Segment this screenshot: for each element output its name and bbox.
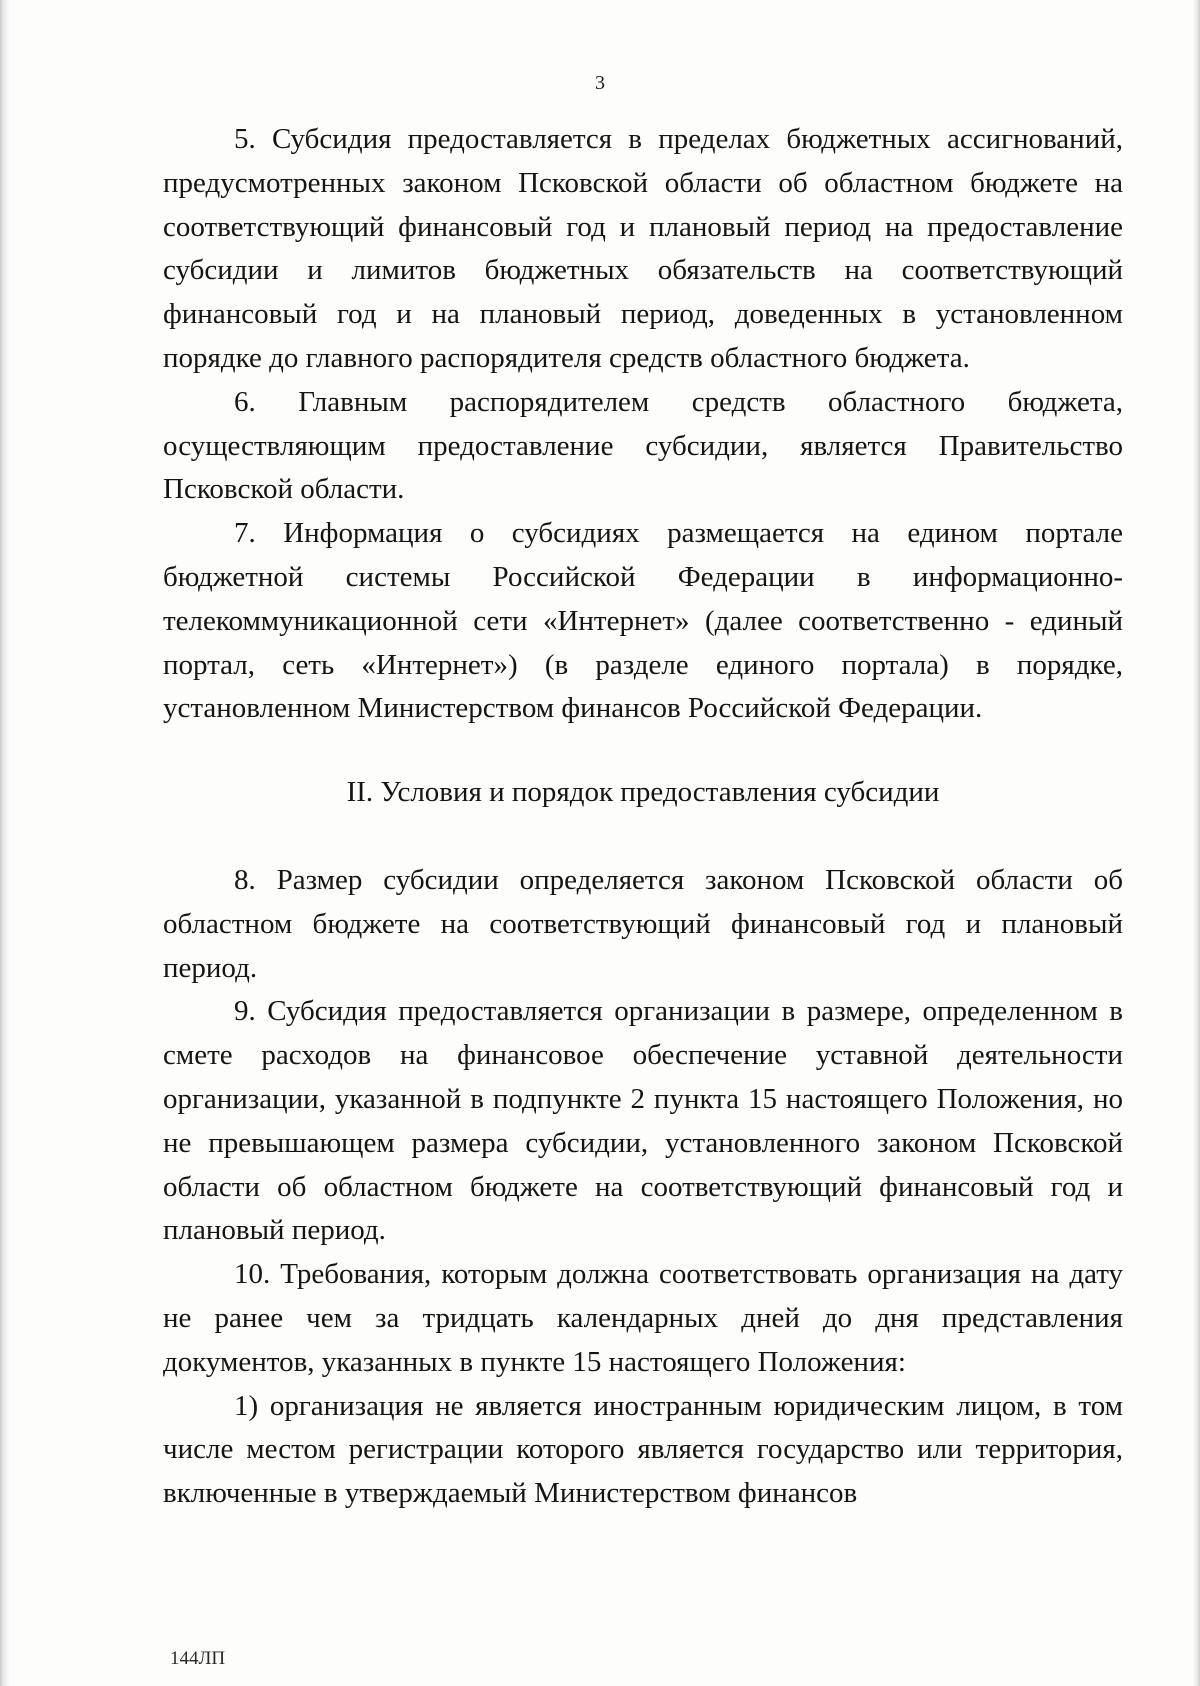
document-code: 144ЛП	[170, 1648, 226, 1669]
paragraph-6: 6. Главным распорядителем средств областного бюджета, осуществляющим предоставление субсидии, является Правительство Псковской области.	[163, 385, 1123, 506]
document-body	[163, 118, 1123, 1516]
paragraph-8: 8. Размер субсидии определяется законом Псковской области об областном бюджете на соответствующий финансовый год и плановый период.	[163, 863, 1123, 984]
section-heading: II. Условия и порядок предоставления субсидии	[346, 776, 940, 809]
scan-edge-left	[0, 0, 10, 1686]
scan-edge-right	[1192, 0, 1200, 1686]
subitem-1: 1) организация не является иностранным юридическим лицом, в том числе местом регистрации которого является государство или территория, включенные в утверждаемый Министерством финансов	[163, 1389, 1123, 1510]
paragraph-5: 5. Субсидия предоставляется в пределах бюджетных ассигнований, предусмотренных законом Псковской области об областном бюджете на соответствующий финансовый год и плановый период на предоставление субсидии и лимитов бюджетных обязательств на соответствующий финансовый год и на плановый период, доведенных в установленном порядке до главного распорядителя средств областного бюджета.	[163, 123, 1123, 374]
page-number: 3	[595, 72, 605, 94]
paragraph-9: 9. Субсидия предоставляется организации в размере, определенном в смете расходов на финансовое обеспечение уставной деятельности организации, указанной в подпункте 2 пункта 15 настоящего Положения, но не превышающем размера субсидии, установленного законом Псковской области об областном бюджете на соответствующий финансовый год и плановый период.	[163, 995, 1123, 1247]
paragraph-7: 7. Информация о субсидиях размещается на едином портале бюджетной системы Российской Федерации в информационно-телекоммуникационной сети «Интернет» (далее соответственно - единый портал, сеть «Интернет») (в разделе единого портала) в порядке, установленном Министерством финансов Российской Федерации.	[163, 517, 1123, 725]
paragraph-10: 10. Требования, которым должна соответствовать организация на дату не ранее чем за тридцать календарных дней до дня представления документов, указанных в пункте 15 настоящего Положения:	[163, 1258, 1123, 1378]
